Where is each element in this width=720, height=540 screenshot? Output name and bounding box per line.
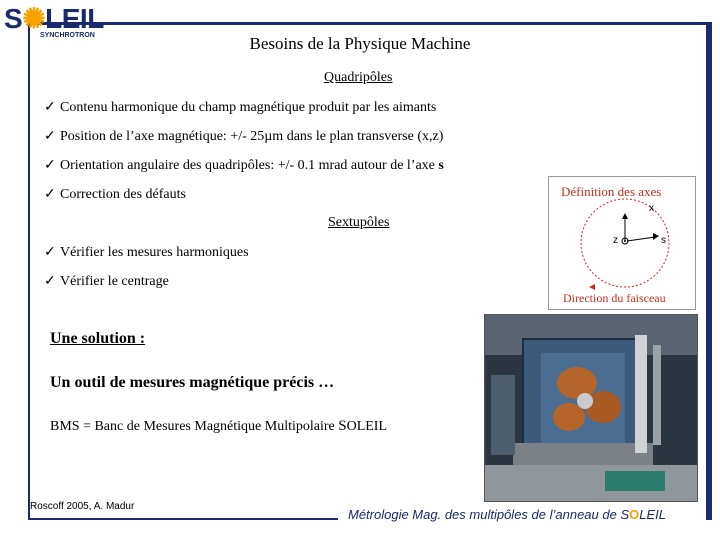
checkmark-icon: ✓ (44, 274, 56, 289)
quad-bullet-4: ✓ Correction des défauts (44, 187, 186, 202)
footer-title: Métrologie Mag. des multipôles de l’anneau de SOLEIL (348, 507, 666, 522)
sext-bullet-1: ✓ Vérifier les mesures harmoniques (44, 245, 249, 260)
s-axis-arrow (627, 237, 655, 241)
checkmark-icon: ✓ (44, 158, 56, 173)
x-axis-label: x (649, 203, 654, 214)
sun-icon: ✺ (22, 3, 46, 34)
frame-left (28, 22, 30, 520)
checkmark-icon: ✓ (44, 129, 56, 144)
frame-bottom (28, 518, 338, 520)
page-title: Besoins de la Physique Machine (249, 34, 471, 53)
bms-bench-photo (484, 314, 698, 502)
axes-definition-panel (548, 176, 696, 310)
checkmark-icon: ✓ (44, 100, 56, 115)
quad-bullet-3: ✓ Orientation angulaire des quadripôles: +/- 0.1 mrad autour de l’axe s (44, 158, 444, 173)
checkmark-icon: ✓ (44, 187, 56, 202)
s-axis-arrowhead (653, 233, 659, 240)
solution-box (40, 320, 484, 440)
solution-heading: Une solution : (50, 330, 146, 347)
beam-arrowhead (589, 284, 595, 290)
logo-letters: LEIL (45, 3, 104, 34)
logo-subtitle: SYNCHROTRON (40, 32, 95, 39)
sext-bullet-2: ✓ Vérifier le centrage (44, 274, 169, 289)
beam-direction-arc (581, 199, 669, 287)
quad-bullet-1: ✓ Contenu harmonique du champ magnétique produit par les aimants (44, 100, 437, 115)
bms-brand-s: S (338, 418, 347, 434)
bms-brand-rest: OLEIL (346, 419, 388, 434)
beam-direction-label: Direction du faisceau (563, 291, 666, 305)
axes-title: Définition des axes (561, 184, 662, 199)
quadrupoles-heading: Quadripôles (324, 70, 393, 85)
footer-sun-letter: O (629, 507, 640, 522)
axis-s-letter: s (438, 158, 444, 173)
z-axis-label: z (613, 235, 618, 246)
footer-author: Roscoff 2005, A. Madur (30, 501, 135, 512)
sextupoles-heading: Sextupôles (328, 215, 390, 230)
bms-definition: BMS = Banc de Mesures Magnétique Multipolaire SOLEIL (50, 418, 388, 434)
z-axis-dot (624, 240, 626, 242)
solution-line: Un outil de mesures magnétique précis … (50, 374, 335, 391)
quad-bullet-2: ✓ Position de l’axe magnétique: +/- 25µm dans le plan transverse (x,z) (44, 129, 444, 144)
x-axis-arrowhead (622, 213, 628, 219)
checkmark-icon: ✓ (44, 245, 56, 260)
logo-letter-s: S (4, 3, 23, 34)
frame-top (28, 22, 712, 25)
frame-right (706, 22, 712, 520)
s-axis-label: s (661, 235, 666, 246)
